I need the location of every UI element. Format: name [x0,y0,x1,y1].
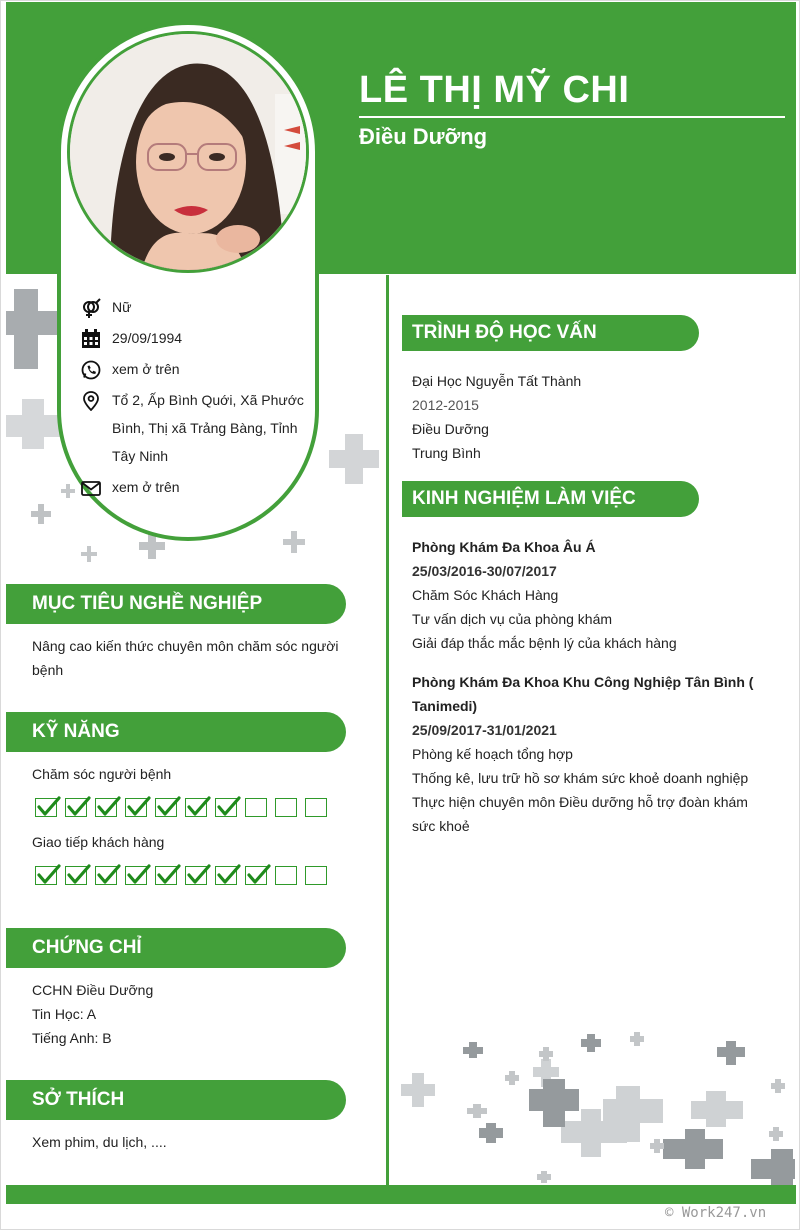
check-icon [36,862,62,888]
skill-box-filled [185,798,207,817]
check-icon [96,862,122,888]
check-icon [186,862,212,888]
footer-band [6,1185,796,1204]
medical-cross-icon [81,546,97,562]
medical-cross-icon [329,434,379,484]
calendar-icon [81,329,101,349]
skill-box-empty [305,798,327,817]
job-duty: Chăm Sóc Khách Hàng [412,587,559,603]
certificate-item: Tiếng Anh: B [32,1030,112,1046]
skill-box-filled [155,798,177,817]
certificate-item: CCHN Điều Dưỡng [32,982,154,998]
job-period: 25/03/2016-30/07/2017 [412,563,557,579]
check-icon [66,794,92,820]
skills-heading: KỸ NĂNG [6,712,346,752]
contact-birthday [81,324,306,352]
profile-photo [67,31,309,273]
check-icon [36,794,62,820]
location-icon [81,391,101,411]
hobbies-heading: SỞ THÍCH [6,1080,346,1120]
skill-box-filled [185,866,207,885]
address-value: Tổ 2, Ấp Bình Quới, Xã Phước Bình, Thị xã Trảng Bàng, Tỉnh Tây Ninh [112,392,304,464]
job-duty: Giải đáp thắc mắc bệnh lý của khách hàng [412,635,677,651]
job-period: 25/09/2017-31/01/2021 [412,722,557,738]
medical-cross-icon [31,504,51,524]
check-icon [96,794,122,820]
contact-gender [81,293,306,321]
skill-rating [35,866,335,890]
skill-rating [35,798,335,822]
phone-value: xem ở trên [112,361,180,377]
gender-value: Nữ [112,299,132,315]
check-icon [156,862,182,888]
skill-box-filled [215,798,237,817]
skill-box-empty [275,866,297,885]
skill-box-filled [35,866,57,885]
experience-heading: KINH NGHIỆM LÀM VIỆC [402,481,699,517]
skill-label: Giao tiếp khách hàng [32,834,165,850]
check-icon [126,862,152,888]
skill-label: Chăm sóc người bệnh [32,766,172,782]
job-title: Điều Dưỡng [359,124,488,149]
check-icon [216,862,242,888]
check-icon [126,794,152,820]
skill-box-filled [95,866,117,885]
gender-icon [81,298,101,318]
education-period: 2012-2015 [412,397,479,413]
education-grade: Trung Bình [412,445,481,461]
contact-email [81,473,306,501]
certificate-item: Tin Học: A [32,1006,97,1022]
job-duty: Thực hiện chuyên môn Điều dưỡng hỗ trợ đoàn khám sức khoẻ [412,794,748,834]
hobbies-text: Xem phim, du lịch, .... [32,1134,167,1150]
skill-box-filled [245,866,267,885]
skill-box-empty [275,798,297,817]
education-heading: TRÌNH ĐỘ HỌC VẤN [402,315,699,351]
check-icon [156,794,182,820]
birthday-value: 29/09/1994 [112,330,183,346]
check-icon [66,862,92,888]
medical-cross-icon [61,484,75,498]
objective-text: Nâng cao kiến thức chuyên môn chăm sóc người bệnh [32,638,339,678]
job-company: Phòng Khám Đa Khoa Khu Công Nghiệp Tân Bình ( Tanimedi) [412,674,754,714]
check-icon [186,794,212,820]
phone-icon [81,360,101,380]
email-icon [81,478,101,498]
skill-box-filled [125,866,147,885]
email-value: xem ở trên [112,479,180,495]
education-major: Điều Dưỡng [412,421,489,437]
medical-cross-icon [283,531,305,553]
objective-heading: MỤC TIÊU NGHỀ NGHIỆP [6,584,346,624]
name-underline [359,116,785,118]
education-school: Đại Học Nguyễn Tất Thành [412,373,582,389]
job-duty: Phòng kế hoạch tổng hợp [412,746,573,762]
watermark: © Work247.vn [665,1205,767,1221]
contact-phone [81,355,306,383]
skill-box-filled [95,798,117,817]
skill-box-filled [215,866,237,885]
check-icon [246,862,272,888]
skill-box-filled [155,866,177,885]
job-duty: Tư vấn dịch vụ của phòng khám [412,611,613,627]
certificates-heading: CHỨNG CHỈ [6,928,346,968]
medical-cross-icon [391,1029,796,1185]
column-divider [386,275,389,1187]
skill-box-filled [35,798,57,817]
job-company: Phòng Khám Đa Khoa Âu Á [412,539,596,555]
skill-box-filled [65,798,87,817]
skill-box-empty [305,866,327,885]
skill-box-filled [65,866,87,885]
job-duty: Thống kê, lưu trữ hồ sơ khám sức khoẻ doanh nghiệp [412,770,749,786]
contact-address [81,386,306,470]
skill-box-empty [245,798,267,817]
skill-box-filled [125,798,147,817]
candidate-name: LÊ THỊ MỸ CHI [359,69,630,111]
check-icon [216,794,242,820]
